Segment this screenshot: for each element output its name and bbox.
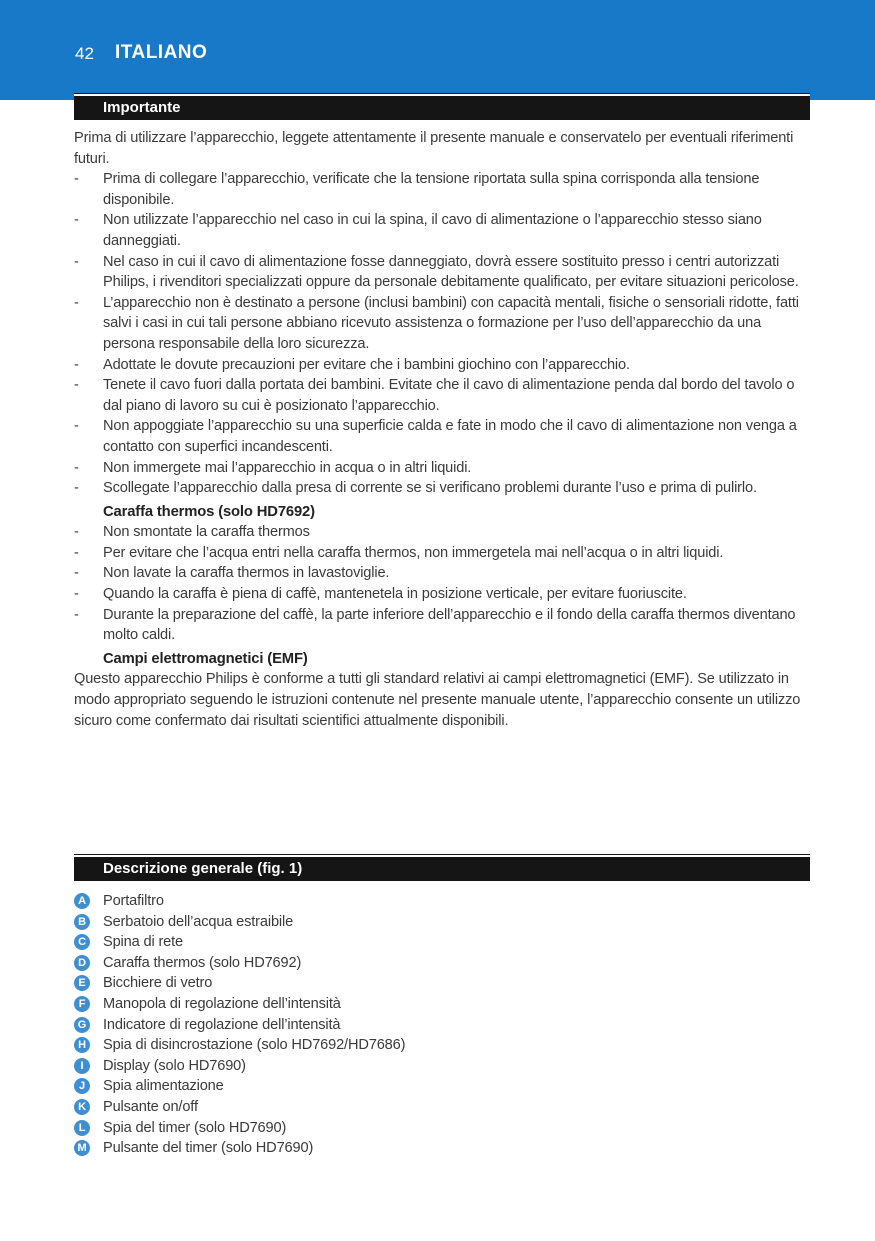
legend-item [74,973,814,994]
legend-label: Serbatoio dell’acqua estraibile [103,913,294,930]
list-item: - Non utilizzate l’apparecchio nel caso in cui la spina, il cavo di alimentazione o l’apparecchio stesso siano danneggiati. [74,210,814,251]
list-item: - L’apparecchio non è destinato a persone (inclusi bambini) con capacità mentali, fisiche o sensoriali ridotte, fatti salvi i casi in cui tali persone abbiano ricevuto assistenza o formazione per l’uso dell’apparecchio da una persona responsabile della loro sicurezza. [74,293,814,355]
letter-badge: I [74,1058,90,1074]
header-bar [0,0,875,100]
importante-list [74,169,814,499]
legend-item [74,953,814,974]
list-item: - Non appoggiate l’apparecchio su una superficie calda e fate in modo che il cavo di alimentazione non venga a contatto con superfici incandescenti. [74,416,814,457]
legend-label: Display (solo HD7690) [103,1057,246,1074]
section-heading-importante [74,94,810,120]
subheading-caraffa: Caraffa thermos (solo HD7692) [103,503,315,520]
legend-label: Portafiltro [103,893,164,909]
list-item: - Non smontate la caraffa thermos [74,522,814,543]
letter-badge: H [74,1037,90,1053]
legend-label: Pulsante on/off [103,1098,198,1115]
legend-label: Spia alimentazione [103,1078,224,1095]
legend-item [74,1056,814,1077]
letter-badge: D [74,955,90,971]
legend-item [74,1118,814,1139]
section-heading-label: Importante [103,99,181,116]
legend-item [74,1076,814,1097]
letter-badge: A [74,893,90,909]
legend-label: Spia del timer (solo HD7690) [103,1119,287,1136]
letter-badge: L [74,1120,90,1136]
letter-badge: C [74,934,90,950]
page-number: 42 [75,44,94,63]
list-item: - Tenete il cavo fuori dalla portata dei bambini. Evitate che il cavo di alimentazione penda dal bordo del tavolo o dal piano di lavoro su cui è posizionato l’apparecchio. [74,375,814,416]
legend-label: Indicatore di regolazione dell’intensità [103,1016,341,1033]
emf-paragraph: Questo apparecchio Philips è conforme a tutti gli standard relativi ai campi elettromagnetici (EMF). Se utilizzato in modo appropriato seguendo le istruzioni contenute nel presente manuale utente, l’apparecchio consente un utilizzo sicuro come confermato dai risultati scientifici attualmente disponibili. [74,671,801,729]
letter-badge: G [74,1017,90,1033]
language-title: ITALIANO [115,42,208,63]
section-heading-label: Descrizione generale (fig. 1) [103,860,303,877]
legend-label: Caraffa thermos (solo HD7692) [103,954,302,971]
letter-badge: B [74,914,90,930]
subheading-emf: Campi elettromagnetici (EMF) [103,650,308,667]
caraffa-list [74,522,814,646]
letter-badge: F [74,996,90,1012]
legend-item [74,912,814,933]
list-item: - Non immergete mai l’apparecchio in acqua o in altri liquidi. [74,458,814,479]
legend-item [74,1035,814,1056]
list-item: - Prima di collegare l’apparecchio, verificate che la tensione riportata sulla spina corrisponda alla tensione disponibile. [74,169,814,210]
legend-label: Pulsante del timer (solo HD7690) [103,1140,314,1157]
list-item: - Nel caso in cui il cavo di alimentazione fosse danneggiato, dovrà essere sostituito presso i centri autorizzati Philips, i rivenditori specializzati oppure da personale debitamente qualificato, per evitare situazioni pericolose. [74,252,814,293]
list-item: - Scollegate l’apparecchio dalla presa di corrente se si verificano problemi durante l’uso e prima di pulirlo. [74,478,814,499]
list-item: - Non lavate la caraffa thermos in lavastoviglie. [74,563,814,584]
list-item: - Adottate le dovute precauzioni per evitare che i bambini giochino con l’apparecchio. [74,355,814,376]
list-item: - Quando la caraffa è piena di caffè, mantenetela in posizione verticale, per evitare fuoriuscite. [74,584,814,605]
legend-item [74,1015,814,1036]
legend-item [74,932,814,953]
legend-item [74,891,814,912]
legend-label: Spia di disincrostazione (solo HD7692/HD7686) [103,1037,406,1054]
descrizione-content [74,891,814,1159]
intro-paragraph: Prima di utilizzare l’apparecchio, leggete attentamente il presente manuale e conservatelo per eventuali riferimenti futuri. [74,130,794,167]
legend-label: Manopola di regolazione dell’intensità [103,995,341,1012]
letter-badge: M [74,1140,90,1156]
list-item: - Per evitare che l’acqua entri nella caraffa thermos, non immergetela mai nell’acqua o in altri liquidi. [74,543,814,564]
legend-item [74,994,814,1015]
importante-content [74,128,814,731]
legend-label: Bicchiere di vetro [103,975,213,992]
legend-item [74,1138,814,1159]
list-item: - Durante la preparazione del caffè, la parte inferiore dell’apparecchio e il fondo della caraffa thermos diventano molto caldi. [74,605,814,646]
parts-legend [74,891,814,1159]
letter-badge: E [74,975,90,991]
section-heading-descrizione [74,855,810,881]
letter-badge: J [74,1078,90,1094]
legend-label: Spina di rete [103,934,183,951]
legend-item [74,1097,814,1118]
letter-badge: K [74,1099,90,1115]
